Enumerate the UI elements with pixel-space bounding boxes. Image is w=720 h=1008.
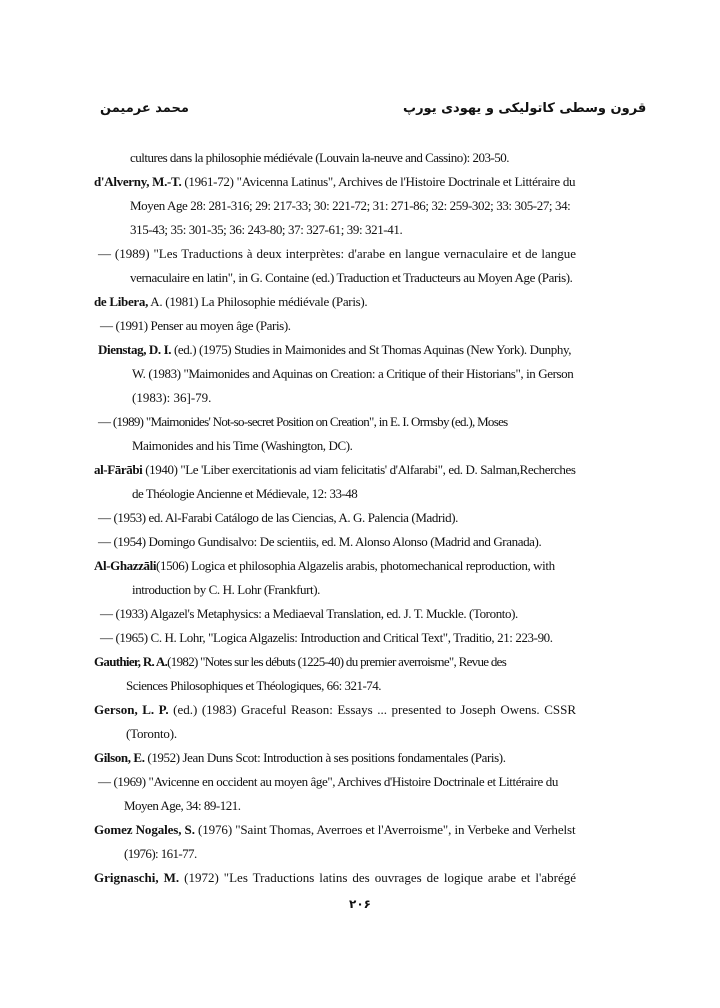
- bibliography-line: [94, 174, 576, 190]
- author-name: Gilson, E.: [94, 750, 145, 765]
- citation-text: (ed.) (1975) Studies in Maimonides and St Thomas Aquinas (New York). Dunphy,: [171, 342, 572, 357]
- citation-text: (1961-72) "Avicenna Latinus", Archives de l'Histoire Doctrinale et Littéraire du: [181, 174, 576, 189]
- citation-text: A. (1981) La Philosophie médiévale (Paris).: [148, 294, 368, 309]
- author-name: Dienstag, D. I.: [98, 342, 172, 357]
- citation-text: (ed.) (1983) Graceful Reason: Essays ... presented to Joseph Owens. CSSR: [168, 702, 576, 717]
- citation-text: (1972) "Les Traductions latins des ouvrages de logique arabe et l'abrégé: [179, 870, 576, 885]
- bibliography-line: [94, 702, 576, 718]
- citation-text: (1983): 36]-79.: [132, 390, 212, 405]
- bibliography-line: [132, 366, 576, 382]
- bibliography-line: [130, 222, 405, 238]
- citation-text: (1982) "Notes sur les débuts (1225-40) du premier averroisme", Revue des: [167, 654, 507, 669]
- author-name: Grignaschi, M.: [94, 870, 180, 885]
- citation-text: Moyen Age 28: 281-316; 29: 217-33; 30: 221-72; 31: 271-86; 32: 259-302; 33: 305-27; 34:: [130, 198, 571, 213]
- bibliography-line: [94, 870, 576, 886]
- author-name: al-Fārābi: [94, 462, 143, 477]
- bibliography-line: [130, 270, 576, 286]
- running-header-title: قرون وسطی کاتولیکی و یهودی یورپ: [403, 101, 647, 116]
- citation-text: (1952) Jean Duns Scot: Introduction à ses positions fondamentales (Paris).: [144, 750, 506, 765]
- bibliography-line: [130, 150, 515, 166]
- bibliography-line: [94, 654, 506, 670]
- citation-text: — (1991) Penser au moyen âge (Paris).: [100, 318, 291, 333]
- bibliography-line: [124, 846, 196, 862]
- bibliography-line: [126, 678, 384, 694]
- bibliography-line: [98, 774, 558, 790]
- citation-text: (1976): 161-77.: [124, 846, 197, 861]
- citation-text: introduction by C. H. Lohr (Frankfurt).: [132, 582, 321, 597]
- citation-text: — (1965) C. H. Lohr, "Logica Algazelis: Introduction and Critical Text", Traditio, 21: 223-90.: [100, 630, 553, 645]
- bibliography-line: [94, 750, 506, 766]
- citation-text: (1506) Logica et philosophia Algazelis arabis, photomechanical reproduction, with: [156, 558, 555, 573]
- citation-text: 315-43; 35: 301-35; 36: 243-80; 37: 327-61; 39: 321-41.: [130, 222, 403, 237]
- citation-text: (1940) "Le 'Liber exercitationis ad viam felicitatis' d'Alfarabi", ed. D. Salman,Recherches: [142, 462, 576, 477]
- author-name: Al-Ghazzāli: [94, 558, 157, 573]
- bibliography-line: [132, 390, 222, 406]
- bibliography-line: [132, 582, 320, 598]
- author-name: Gomez Nogales, S.: [94, 822, 195, 837]
- citation-text: — (1953) ed. Al-Farabi Catálogo de las Ciencias, A. G. Palencia (Madrid).: [98, 510, 458, 525]
- bibliography-line: [98, 342, 576, 358]
- citation-text: cultures dans la philosophie médiévale (Louvain la-neuve and Cassino): 203-50.: [130, 150, 510, 165]
- bibliography-line: [94, 822, 576, 838]
- bibliography-line: [124, 798, 240, 814]
- bibliography-line: [100, 606, 520, 622]
- citation-text: — (1969) "Avicenne en occident au moyen âge", Archives d'Histoire Doctrinale et Littéraire du: [98, 774, 558, 789]
- citation-text: — (1989) "Les Traductions à deux interprètes: d'arabe en langue vernaculaire et de langue: [98, 246, 576, 261]
- author-name: Gauthier, R. A.: [94, 654, 168, 669]
- author-name: de Libera,: [94, 294, 149, 309]
- bibliography-line: [132, 486, 360, 502]
- bibliography-line: [94, 462, 576, 478]
- citation-text: — (1933) Algazel's Metaphysics: a Mediaeval Translation, ed. J. T. Muckle. (Toronto).: [100, 606, 518, 621]
- author-name: Gerson, L. P.: [94, 702, 169, 717]
- citation-text: vernaculaire en latin", in G. Containe (ed.) Traduction et Traducteurs au Moyen Age (Paris).: [130, 270, 573, 285]
- page-number: ۲۰۶: [349, 897, 371, 911]
- citation-text: — (1989) "Maimonides' Not-so-secret Position on Creation", in E. I. Ormsby (ed.), Moses: [98, 414, 508, 429]
- bibliography-line: [98, 246, 576, 262]
- author-name: d'Alverny, M.-T.: [94, 174, 182, 189]
- bibliography-line: [126, 726, 176, 742]
- bibliography-line: [98, 414, 510, 430]
- citation-text: Moyen Age, 34: 89-121.: [124, 798, 241, 813]
- citation-text: Maimonides and his Time (Washington, DC).: [132, 438, 353, 453]
- bibliography-line: [100, 318, 290, 334]
- bibliography-line: [98, 534, 540, 550]
- bibliography-line: [98, 510, 460, 526]
- bibliography-line: [132, 438, 354, 454]
- citation-text: (1976) "Saint Thomas, Averroes et l'Averroisme", in Verbeke and Verhelst: [194, 822, 576, 837]
- bibliography-line: [94, 294, 366, 310]
- citation-text: — (1954) Domingo Gundisalvo: De scientiis, ed. M. Alonso Alonso (Madrid and Granada).: [98, 534, 542, 549]
- citation-text: (Toronto).: [126, 726, 177, 741]
- citation-text: W. (1983) "Maimonides and Aquinas on Creation: a Critique of their Historians", in Gerson: [132, 366, 574, 381]
- bibliography-line: [130, 198, 576, 214]
- running-header-author: محمد عرمیمن: [100, 101, 189, 116]
- citation-text: de Théologie Ancienne et Médievale, 12: 33-48: [132, 486, 358, 501]
- citation-text: Sciences Philosophiques et Théologiques, 66: 321-74.: [126, 678, 382, 693]
- bibliography-line: [100, 630, 554, 646]
- bibliography-line: [94, 558, 560, 574]
